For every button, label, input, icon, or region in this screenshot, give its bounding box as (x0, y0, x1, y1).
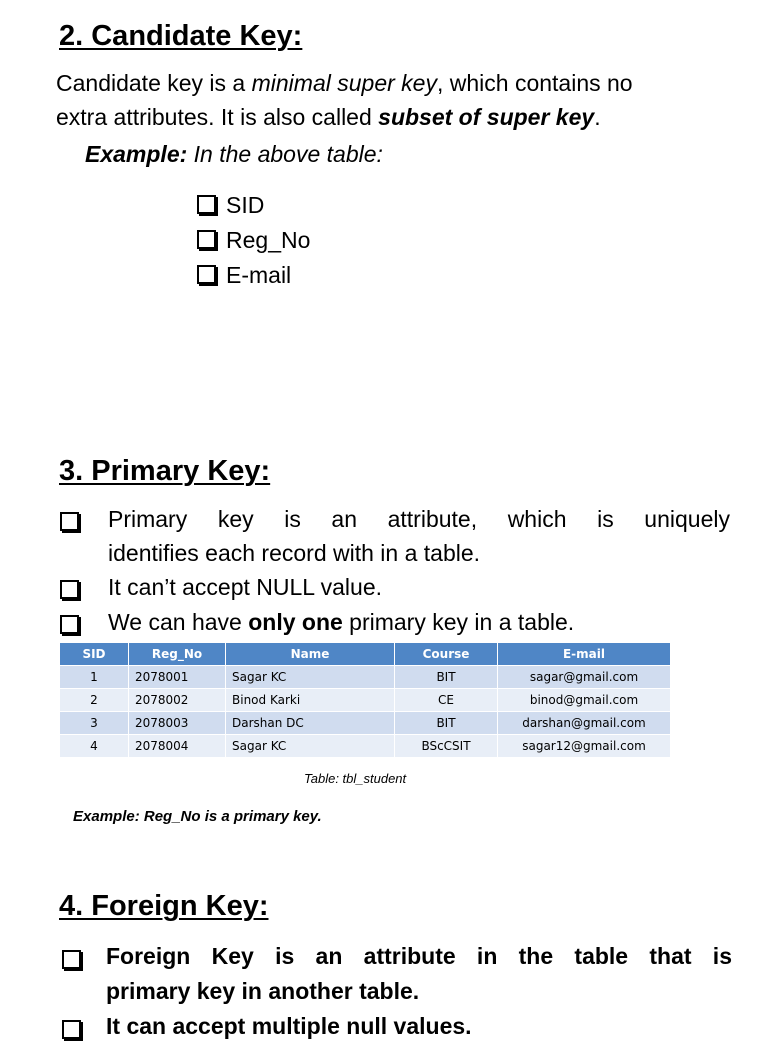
foreign-key-bullet-2: It can accept multiple null values. (106, 1013, 472, 1039)
foreign-key-bullet-1 (106, 939, 732, 1009)
checkbox-bullet-icon (62, 1020, 81, 1039)
checkbox-bullet-icon (60, 615, 79, 634)
table-cell: Sagar KC (226, 735, 395, 758)
table-row (60, 666, 671, 689)
list-item-label: SID (226, 192, 265, 218)
student-table (59, 642, 671, 758)
table-cell: 2078002 (129, 689, 226, 712)
table-cell: 4 (60, 735, 129, 758)
bullet-line: primary key in another table. (106, 978, 420, 1004)
table-cell: BIT (395, 666, 498, 689)
table-cell: 3 (60, 712, 129, 735)
table-cell: sagar@gmail.com (498, 666, 671, 689)
table-cell: CE (395, 689, 498, 712)
table-cell: sagar12@gmail.com (498, 735, 671, 758)
definition-text: . (594, 104, 601, 130)
column-header-email: E-mail (498, 643, 671, 666)
bullet-text: We can have (108, 609, 249, 635)
table-cell: 1 (60, 666, 129, 689)
table-row (60, 735, 671, 758)
primary-key-bullet-2: It can’t accept NULL value. (108, 574, 383, 600)
table-cell: 2 (60, 689, 129, 712)
example-text: In the above table: (187, 141, 383, 167)
only-one-emphasis: only one (248, 609, 343, 635)
bullet-line: Foreign Key is an attribute in the table that is (106, 943, 732, 969)
example-label: Example (73, 808, 135, 825)
checkbox-bullet-icon (60, 512, 79, 531)
checkbox-bullet-icon (197, 195, 216, 214)
column-header-reg-no: Reg_No (129, 643, 226, 666)
foreign-key-heading: 4. Foreign Key: (59, 890, 269, 922)
definition-text: Candidate key is a (56, 70, 252, 96)
definition-text: extra attributes. It is also called (56, 104, 379, 130)
list-item-label: Reg_No (226, 227, 311, 253)
table-row (60, 689, 671, 712)
table-cell: Darshan DC (226, 712, 395, 735)
column-header-sid: SID (60, 643, 129, 666)
candidate-key-heading: 2. Candidate Key: (59, 20, 303, 52)
bullet-line: identifies each record with in a table. (108, 540, 481, 566)
example-label: Example: (85, 141, 188, 167)
minimal-super-key-term: minimal super key (251, 70, 437, 96)
primary-key-example (73, 808, 322, 825)
table-cell: 2078003 (129, 712, 226, 735)
primary-key-bullet-1 (108, 502, 730, 570)
bullet-text: primary key in a table. (342, 609, 575, 635)
table-cell: Binod Karki (226, 689, 395, 712)
checkbox-bullet-icon (197, 265, 216, 284)
candidate-key-list (197, 188, 310, 293)
subset-of-super-key-term: subset of super key (378, 104, 595, 130)
list-item (197, 188, 310, 223)
candidate-key-example (85, 137, 383, 171)
table-caption: Table: tbl_student (304, 771, 407, 786)
student-table-wrapper (59, 642, 671, 758)
primary-key-bullet-3 (108, 605, 730, 639)
table-cell: Sagar KC (226, 666, 395, 689)
table-cell: 2078004 (129, 735, 226, 758)
checkbox-bullet-icon (62, 950, 81, 969)
definition-text: , which contains no (436, 70, 633, 96)
primary-key-heading: 3. Primary Key: (59, 455, 271, 487)
table-cell: 2078001 (129, 666, 226, 689)
checkbox-bullet-icon (60, 580, 79, 599)
candidate-key-definition (56, 66, 756, 134)
column-header-course: Course (395, 643, 498, 666)
column-header-name: Name (226, 643, 395, 666)
list-item (197, 223, 310, 258)
bullet-line: Primary key is an attribute, which is uniquely (108, 506, 730, 532)
table-cell: BScCSIT (395, 735, 498, 758)
list-item (197, 258, 310, 293)
table-cell: BIT (395, 712, 498, 735)
checkbox-bullet-icon (197, 230, 216, 249)
table-row (60, 712, 671, 735)
example-text: : Reg_No is a primary key. (134, 808, 322, 825)
list-item-label: E-mail (226, 262, 292, 288)
table-cell: binod@gmail.com (498, 689, 671, 712)
table-header-row (60, 643, 671, 666)
table-cell: darshan@gmail.com (498, 712, 671, 735)
